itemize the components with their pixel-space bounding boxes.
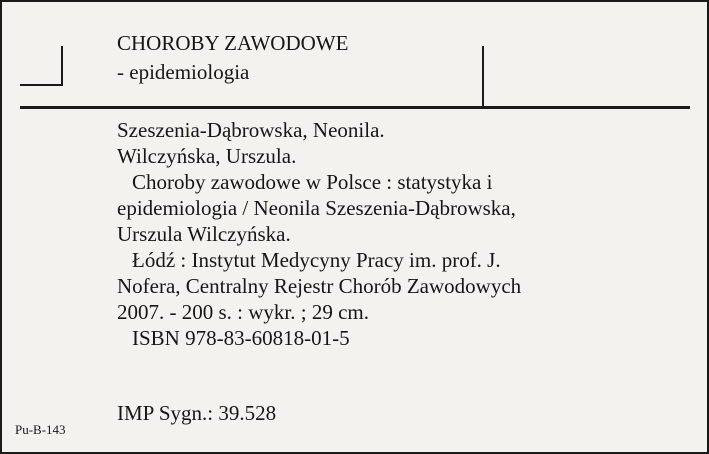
shelfmark: IMP Sygn.: 39.528 xyxy=(117,401,277,425)
bibliographic-record xyxy=(117,117,697,351)
title-line-3: Urszula Wilczyńska. xyxy=(117,222,291,246)
title-line-1: Choroby zawodowe w Polsce : statystyka i xyxy=(132,170,493,194)
title-line-2: epidemiologia / Neonila Szeszenia-Dąbrowska, xyxy=(117,196,516,220)
subject-heading xyxy=(117,29,348,87)
heading-divider-vertical xyxy=(482,46,484,106)
added-author: Wilczyńska, Urszula. xyxy=(117,144,297,168)
corner-mark-vertical xyxy=(61,46,63,86)
corner-mark-horizontal xyxy=(20,84,63,86)
main-author: Szeszenia-Dąbrowska, Neonila. xyxy=(117,118,385,142)
subject-heading-main: CHOROBY ZAWODOWE xyxy=(117,31,349,55)
subject-heading-subdivision: - epidemiologia xyxy=(117,60,250,84)
heading-divider-horizontal xyxy=(20,106,690,109)
isbn: ISBN 978-83-60818-01-5 xyxy=(132,326,350,350)
imprint-line-3: 2007. - 200 s. : wykr. ; 29 cm. xyxy=(117,300,369,324)
imprint-line-2: Nofera, Centralny Rejestr Chorób Zawodowych xyxy=(117,274,522,298)
imprint-line-1: Łódź : Instytut Medycyny Pracy im. prof. J. xyxy=(132,248,501,272)
card-code: Pu-B-143 xyxy=(15,422,66,437)
